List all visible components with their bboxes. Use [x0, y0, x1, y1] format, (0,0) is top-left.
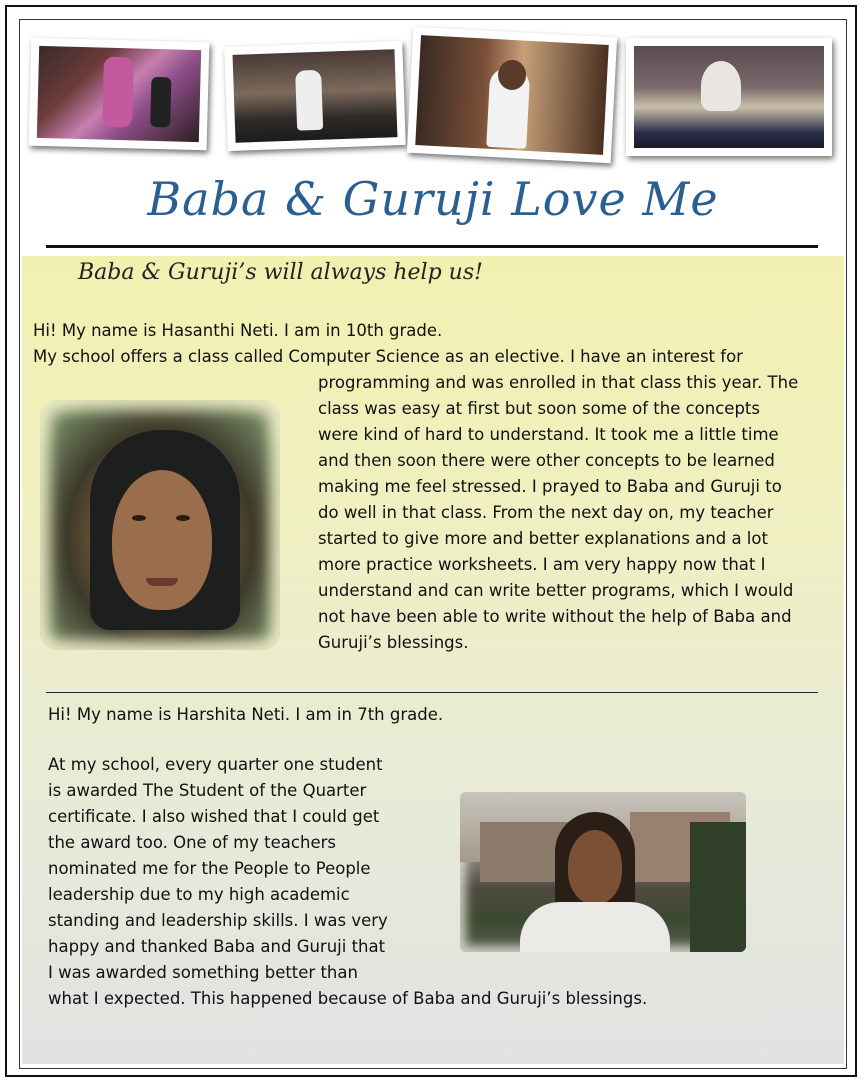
- photo-ceremony: [29, 38, 210, 151]
- story1-line: and then soon there were other concepts to be learned: [318, 451, 775, 470]
- portrait-harshita: [460, 792, 746, 952]
- story1-line: more practice worksheets. I am very happy now that I: [318, 555, 766, 574]
- story1-line: understand and can write better programs, which I would: [318, 581, 794, 600]
- story2-last-line: what I expected. This happened because of Baba and Guruji’s blessings.: [48, 989, 648, 1008]
- story2-line: standing and leadership skills. I was very: [48, 911, 388, 930]
- story1-line: programming and was enrolled in that class this year. The: [318, 373, 799, 392]
- photo-girl-microphone: [407, 27, 617, 164]
- story1-line: Guruji’s blessings.: [318, 633, 469, 652]
- story1-line: making me feel stressed. I prayed to Baba and Guruji to: [318, 477, 782, 496]
- story2-line: At my school, every quarter one student: [48, 755, 383, 774]
- story2-intro: Hi! My name is Harshita Neti. I am in 7th grade.: [48, 705, 444, 724]
- story2-line: nominated me for the People to People: [48, 859, 371, 878]
- photo-girl-singing: [224, 41, 406, 151]
- story1-line: started to give more and better explanations and a lot: [318, 529, 768, 548]
- portrait-hasanthi: [40, 400, 280, 650]
- story2-line: leadership due to my high academic: [48, 885, 350, 904]
- story-divider: [46, 692, 818, 693]
- story1-line: were kind of hard to understand. It took me a little time: [318, 425, 779, 444]
- title-divider: [46, 245, 818, 248]
- story1-line: Hi! My name is Hasanthi Neti. I am in 10th grade.: [33, 321, 443, 340]
- story2-line: is awarded The Student of the Quarter: [48, 781, 367, 800]
- story2-line: certificate. I also wished that I could get: [48, 807, 380, 826]
- story1-line: My school offers a class called Computer Science as an elective. I have an interest for: [33, 347, 743, 366]
- story2-line: happy and thanked Baba and Guruji that: [48, 937, 386, 956]
- story1-line: not have been able to write without the help of Baba and: [318, 607, 792, 626]
- story1-line: class was easy at first but soon some of the concepts: [318, 399, 760, 418]
- story2-line: I was awarded something better than: [48, 963, 358, 982]
- story2-line: the award too. One of my teachers: [48, 833, 336, 852]
- page-title: Baba & Guruji Love Me: [147, 172, 719, 226]
- photo-guruji-stage: [626, 38, 832, 156]
- page-subtitle: Baba & Guruji’s will always help us!: [78, 260, 483, 285]
- story1-line: do well in that class. From the next day on, my teacher: [318, 503, 774, 522]
